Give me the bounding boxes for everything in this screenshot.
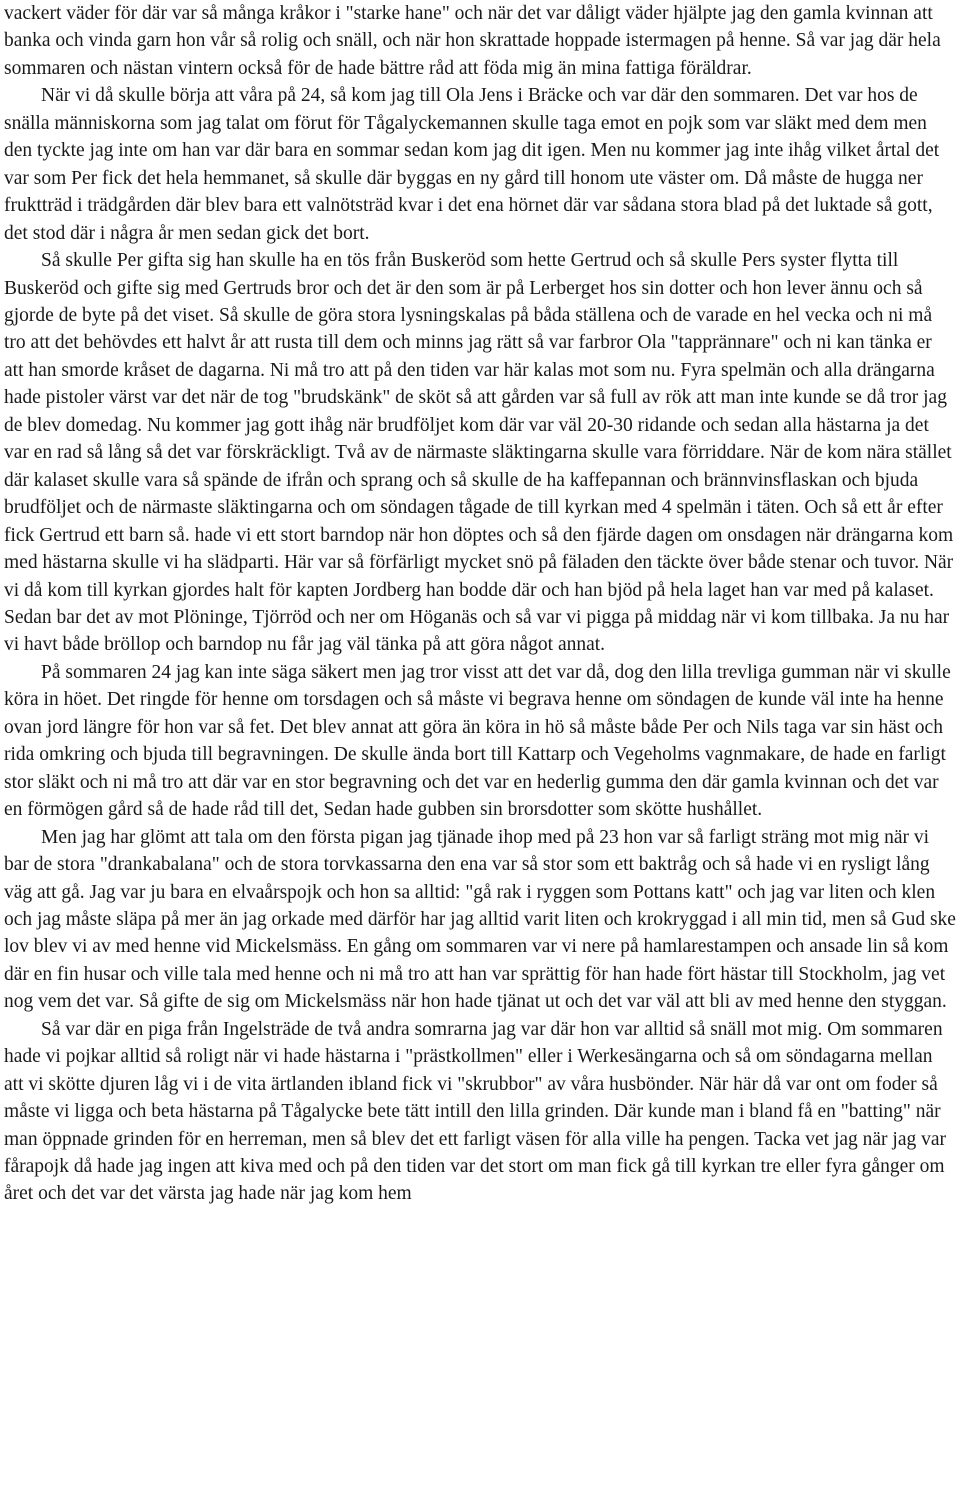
- paragraph-6: Så var där en piga från Ingelsträde de två andra somrarna jag var där hon var alltid så snäll mot mig. Om sommaren hade vi pojkar alltid så roligt när vi hade hästarna i "prästkollmen" eller i Werkesängarna och så om söndagarna mellan att vi skötte djuren låg vi i de vita ärtlanden ibland fick vi "skrubbor" av våra husbönder. När här då var ont om foder så måste vi ligga och beta hästarna på Tågalycke bete tätt intill den lilla grinden. Där kunde man i bland få en "batting" när man öppnade grinden för en herreman, men så blev det ett farligt väsen för alla ville ha pengen. Tacka vet jag när jag var fårapojk då hade jag ingen att kiva med och på den tiden var det stort om man fick gå till kyrkan tre eller fyra gånger om året och det var det värsta jag hade när jag kom hem: [4, 1018, 947, 1205]
- paragraph-1: vackert väder för där var så många kråkor i "starke hane" och när det var dåligt väder hjälpte jag den gamla kvinnan att banka och vinda garn hon vår så rolig och snäll, och när hon skrattade hoppade istermagen på henne. Så var jag där hela sommaren och nästan vintern också för de hade bättre råd att föda mig än mina fattiga föräldrar.: [4, 3, 941, 79]
- paragraph-4: På sommaren 24 jag kan inte säga säkert men jag tror visst att det var då, dog den lilla trevliga gumman när vi skulle köra in höet. Det ringde för henne om torsdagen och så måste vi begrava henne om söndagen de kunde väl inte ha henne ovan jord längre för hon var så fet. Det blev annat att göra än köra in hö så måste både Per och Nils taga var sin häst och rida omkring och bjuda till begravningen. De skulle ända bort till Kattarp och Vegeholms vagnmakare, de hade en farligt stor släkt och ni må tro att där var en stor begravning och det var en hederlig gumma den där gamla kvinnan och det var en förmögen gård så de hade råd till det, Sedan hade gubben sin brorsdotter som skötte hushållet.: [4, 661, 951, 821]
- paragraph-2: När vi då skulle börja att våra på 24, så kom jag till Ola Jens i Bräcke och var där den sommaren. Det var hos de snälla människorna som jag talat om förut för Tågalyckemannen skulle taga emot en pojk som var släkt med dem men den tyckte jag inte om han var där bara en sommar sedan kom jag dit igen. Men nu kommer jag inte ihåg vilket årtal det var som Per fick det hela hemmanet, så skulle där byggas en ny gård till honom ute väster om. Då måste de hugga ner fruktträd i trädgården där blev bara ett valnötsträd kvar i det ena hörnet där var sådana stora blad på det luktade så gott, det stod där i några år men sedan gick det bort.: [4, 85, 940, 244]
- paragraph-3: Så skulle Per gifta sig han skulle ha en tös från Buskeröd som hette Gertrud och så skulle Pers syster flytta till Buskeröd och gifte sig med Gertruds bror och det är den som är på Lerberget hos sin dotter och hon lever ännu och så gjorde de byte på det viset. Så skulle de göra stora lysningskalas på båda ställena och de varade en hel vecka och ni må tro att det behövdes ett halvt år att rusta till dem och minns jag rätt så var farbror Ola "tapprännare" och ni kan tänka er att han smorde kråset de dagarna. Ni må tro att på den tiden var här kalas mot som nu. Fyra spelmän och alla drängarna hade pistoler värst var det när de tog "brudskänk" de sköt så att gården var så full av rök att man inte kunde se då tror jag de blev domedag. Nu kommer jag gott ihåg när brudföljet kom där var väl 20-30 ridande och sedan alla hästarna ja det var en rad så lång så det var förskräckligt. Två av de närmaste släktingarna skulle vara förriddare. När de kom nära stället där kalaset skulle vara så spände de ifrån och sprang och så skulle de ha kaffepannan och brännvinsflaskan och bjuda brudföljet och de närmaste släktingarna och om söndagen tågade de till kyrkan med 4 spelmän i täten. Och så ett år efter fick Gertrud ett barn så. hade vi ett stort barndop när hon döptes och så den fjärde dagen om onsdagen när drängarna kom med hästarna skulle vi ha slädparti. Här var så förfärligt mycket snö på fäladen den täckte över både stenar och tuvor. När vi då kom till kyrkan gjordes halt för kapten Jordberg han bodde där och han bjöd på hela laget han var med på kalaset. Sedan bar det av mot Plöninge, Tjörröd och ner om Höganäs och så var vi pigga på middag när vi kom tillbaka. Ja nu har vi havt både bröllop och barndop nu får jag väl tänka på att göra något annat.: [4, 250, 954, 656]
- paragraph-5: Men jag har glömt att tala om den första pigan jag tjänade ihop med på 23 hon var så farligt sträng mot mig när vi bar de stora "drankabalana" och de stora torvkassarna den ena var så stor som ett baktråg och så hade vi en rysligt lång väg att gå. Jag var ju bara en elvaårspojk och hon sa alltid: "gå rak i ryggen som Pottans katt" och jag var liten och klen och jag måste släpa på mer än jag orkade med därför har jag alltid varit liten och krokryggad i all min tid, men så Gud ske lov blev vi av med henne vid Mickelsmäss. En gång om sommaren var vi nere på hamlarestampen och ansade lin så kom där en fin husar och ville tala med henne och ni må tro att han var sprättig för han hade fört hästar till Stockholm, jag vet nog vem det var. Så gifte de sig om Mickelsmäss när hon hade tjänat ut och det var väl att bli av med henne den styggan.: [4, 826, 956, 1013]
- document-page: [4, 0, 956, 1208]
